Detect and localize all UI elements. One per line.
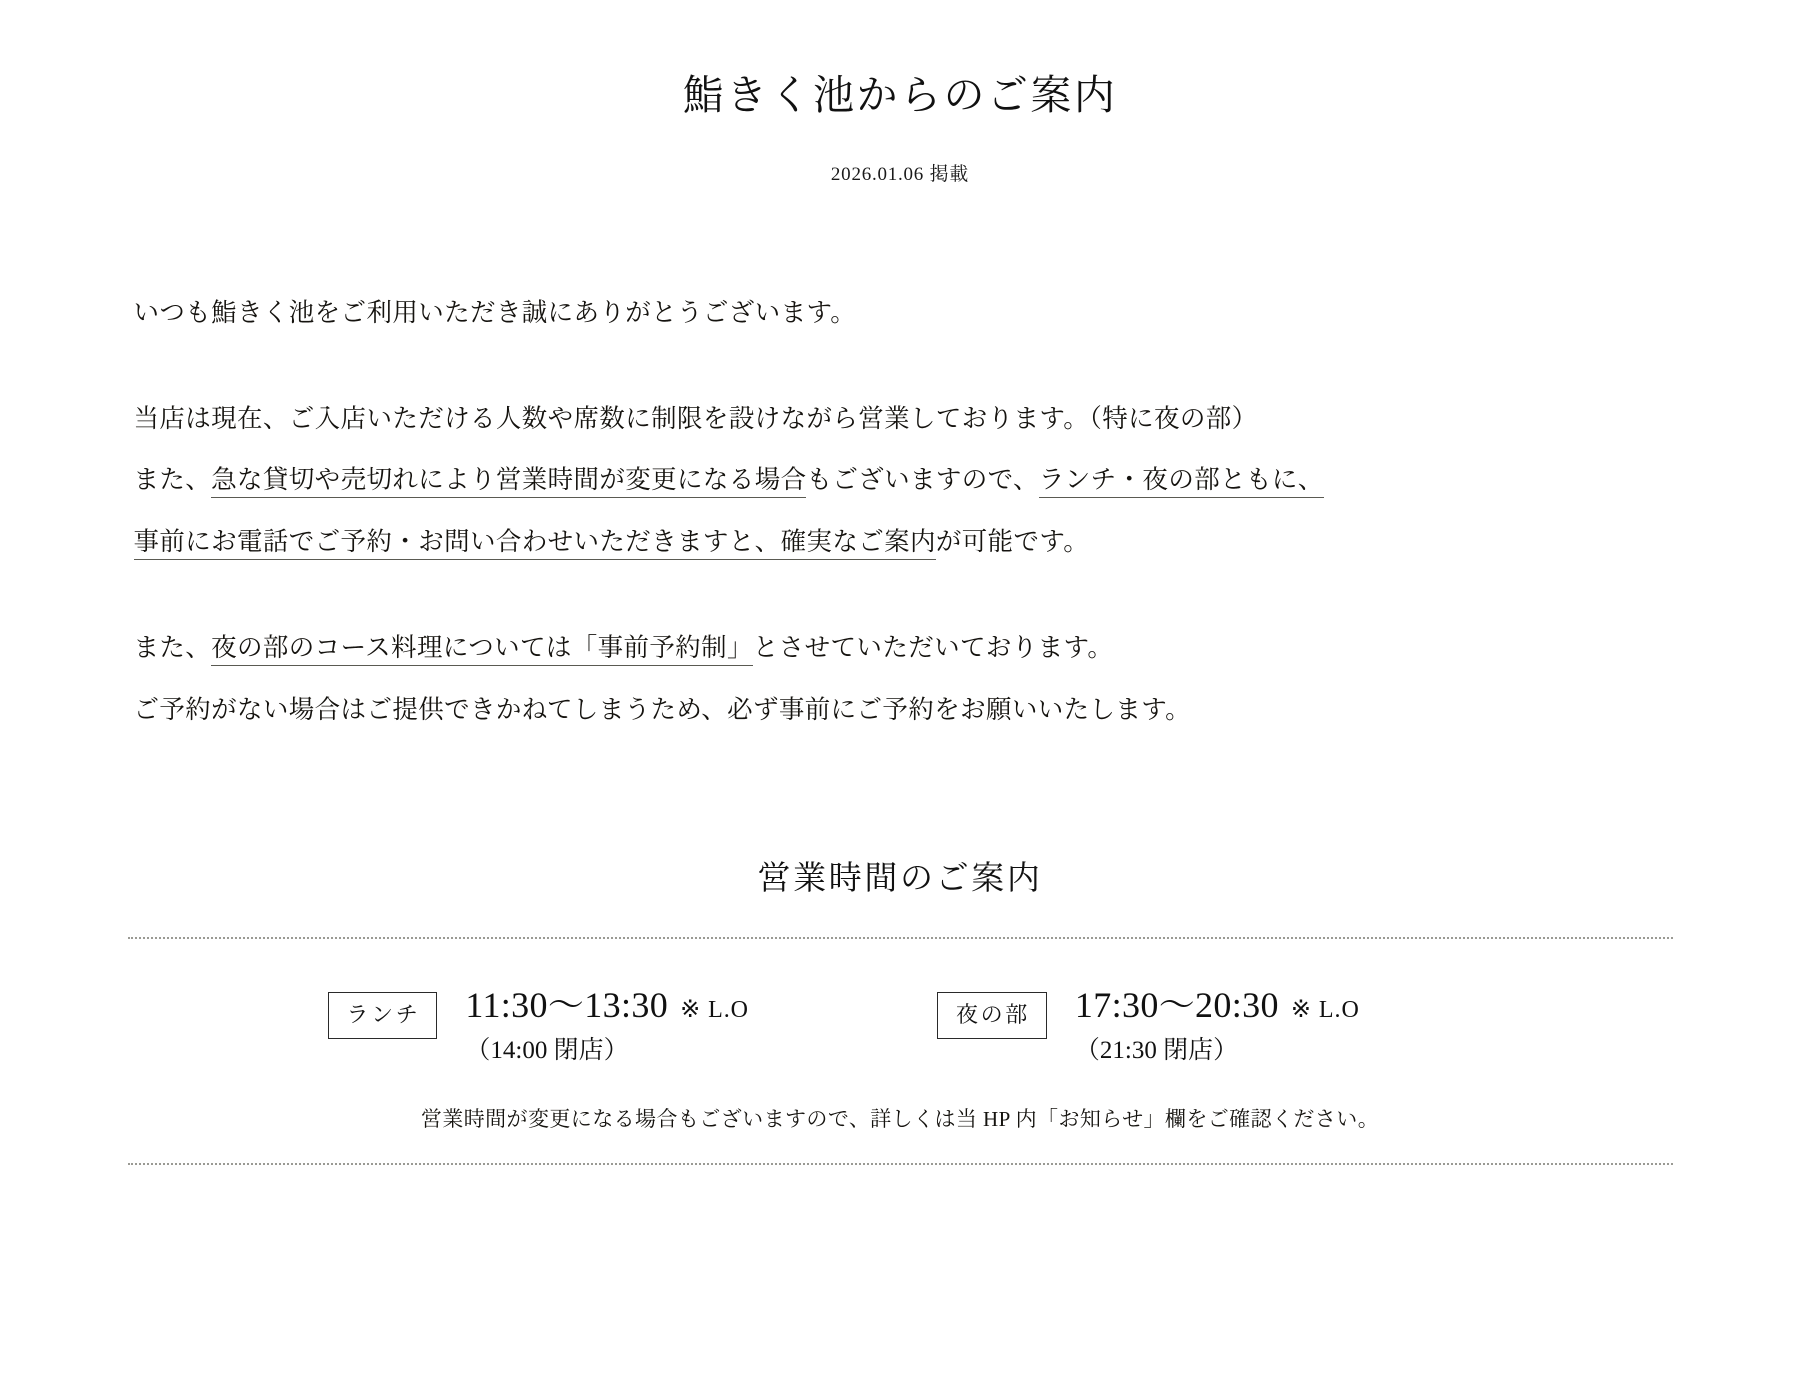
emphasized-text: 事前にお電話でご予約・お問い合わせいただきますと、確実なご案内	[134, 527, 936, 560]
business-hours-heading: 営業時間のご案内	[757, 861, 1043, 898]
text-run: が可能です。	[935, 527, 1090, 557]
hours-time-dinner-value: 17:30〜20:30	[1074, 985, 1279, 1026]
emphasized-text: 急な貸切や売切れにより営業時間が変更になる場合	[211, 465, 806, 498]
paragraph-line	[134, 449, 1673, 511]
hours-times-dinner	[1075, 985, 1360, 1069]
paragraph-line	[134, 282, 1673, 344]
business-hours-note: 営業時間が変更になる場合もございますので、詳しくは当 HP 内「お知らせ」欄をご確認ください。	[420, 1107, 1380, 1132]
emphasized-text: ランチ・夜の部ともに、	[1039, 465, 1324, 498]
paragraph	[134, 617, 1673, 740]
paragraph-line	[134, 617, 1673, 679]
hours-time-lunch	[465, 985, 749, 1025]
paragraph	[134, 388, 1673, 573]
text-run: もございますので、	[806, 465, 1039, 495]
hours-time-dinner	[1075, 985, 1360, 1025]
text-run: とさせていただいております。	[752, 632, 1114, 662]
business-hours-row	[128, 939, 1673, 1079]
text-run: また、	[133, 465, 212, 495]
hours-slot-lunch	[328, 985, 749, 1069]
paragraph	[134, 282, 1673, 344]
business-hours-section	[128, 852, 1673, 1165]
hours-time-lunch-value: 11:30〜13:30	[465, 985, 669, 1026]
page-title: 鮨きく池からのご案内	[682, 72, 1118, 118]
hours-close-dinner: （21:30 閉店）	[1074, 1036, 1239, 1064]
text-run: また、	[133, 632, 212, 662]
hours-lo-lunch: ※ L.O	[680, 997, 749, 1024]
hours-lo-dinner: ※ L.O	[1290, 997, 1360, 1024]
text-run: いつも鮨きく池をご利用いただき誠にありがとうございます。	[133, 298, 857, 327]
divider-bottom	[128, 1163, 1673, 1165]
announcement-page	[128, 62, 1673, 1205]
text-run: ご予約がない場合はご提供できかねてしまうため、必ず事前にご予約をお願いいたします。	[133, 694, 1191, 724]
publish-date: 2026.01.06 掲載	[830, 164, 970, 185]
paragraph-line	[134, 679, 1673, 741]
badge-lunch: ランチ	[328, 992, 438, 1039]
announcement-body	[128, 282, 1673, 740]
text-run: 当店は現在、ご入店いただける人数や席数に制限を設けながら営業しております。（特に夜の部）	[133, 403, 1258, 433]
hours-close-lunch: （14:00 閉店）	[465, 1036, 629, 1064]
hours-times-lunch	[465, 985, 749, 1069]
paragraph-line	[134, 511, 1673, 573]
emphasized-text: 夜の部のコース料理については「事前予約制」	[211, 633, 753, 666]
hours-slot-dinner	[937, 985, 1360, 1069]
paragraph-line	[134, 388, 1673, 450]
badge-dinner: 夜の部	[937, 992, 1047, 1039]
